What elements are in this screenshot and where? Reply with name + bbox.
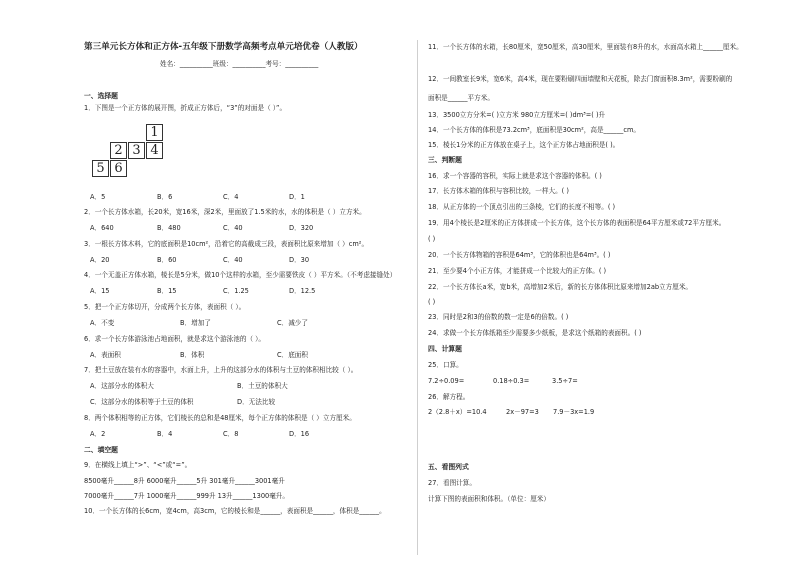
question-line: 26．解方程。 [428, 393, 470, 401]
question-line: C．40 [223, 224, 243, 232]
question-line: A．640 [90, 224, 114, 232]
question-line: A．20 [90, 256, 110, 264]
question-line: A．这部分水的体积大 [90, 382, 154, 390]
question-line: A．不变 [90, 319, 115, 327]
question-line: D．无法比较 [237, 398, 276, 406]
cube-net-figure [88, 124, 178, 184]
question-line: B．60 [157, 256, 177, 264]
cube-net-face-3: 3 [128, 142, 145, 159]
question-line: B．6 [157, 193, 173, 201]
cube-net-face-4: 4 [146, 142, 163, 159]
question-line: 7000毫升______7升 1000毫升______999升 13升______1300毫升。 [84, 492, 289, 500]
section-heading: 一、选择题 [84, 92, 118, 100]
question-line: 4．一个无盖正方体水箱，棱长是5分米，做10个这样的水箱，至少需要铁皮（ ）平方米。（不考虑接缝处） [84, 271, 397, 279]
question-line: 23．同时是2和3的倍数的数一定是6的倍数。( ) [428, 313, 569, 321]
question-line: 1．下图是一个正方体的展开图，折成正方体后，“3”的对面是（ ）”。 [84, 104, 287, 112]
question-line: C．40 [223, 256, 243, 264]
question-line: 6．求一个长方体游泳池占地面积，就是求这个游泳池的（ ）。 [84, 335, 266, 343]
question-line: C．1.25 [223, 287, 249, 295]
question-line: 17．长方体木箱的体积与容积比较，一样大。( ) [428, 187, 569, 195]
question-line: 8500毫升______8升 6000毫升______5升 301毫升______3001毫升 [84, 477, 285, 485]
question-line: 25．口算。 [428, 361, 463, 369]
question-line: 14．一个长方体的体积是73.2cm³，底面积是30cm²，高是______cm。 [428, 126, 640, 134]
question-line: 7．把土豆放在装有水的容器中，水面上升，上升的这部分水的体积与土豆的体积相比较（ ）。 [84, 366, 358, 374]
cube-net-face-5: 5 [92, 160, 109, 177]
question-line: 27．看图计算。 [428, 479, 476, 487]
question-line: D．320 [289, 224, 314, 232]
question-line: D．1 [289, 193, 305, 201]
question-line: 20．一个长方体物箱的容积是64m³，它的体积也是64m³。( ) [428, 251, 611, 259]
question-line: 22．一个长方体长a米，宽b米，高增加2米后，新的长方体体积比原来增加2ab立方厘米。 [428, 283, 693, 291]
question-line: ( ) [428, 298, 436, 306]
question-line: 2．一个长方体水箱，长20米，宽16米，深2米，里面放了1.5米的水，水的体积是（ ）立方米。 [84, 208, 366, 216]
question-line: 15．棱长1分米的正方体放在桌子上，这个正方体占地面积是( )。 [428, 141, 620, 149]
cube-net-face-6: 6 [110, 160, 127, 177]
question-line: C．8 [223, 430, 239, 438]
question-line: ( ) [428, 235, 436, 243]
question-line: 3．一根长方体木料，它的底面积是10cm²，沿着它的高截成三段，表面积比原来增加（ ）cm²。 [84, 240, 369, 248]
cube-net-face-2: 2 [110, 142, 127, 159]
question-line: B．体积 [180, 351, 205, 359]
question-line: C．减少了 [277, 319, 308, 327]
question-line: 11．一个长方体的水箱，长80厘米，宽50厘米，高30厘米，里面装有8升的水，水面高水箱上______厘米。 [428, 43, 743, 51]
section-heading: 二、填空题 [84, 446, 118, 454]
section-heading: 五、看图列式 [428, 463, 469, 471]
question-line: D．16 [289, 430, 310, 438]
question-line: 21．至少要4个小正方体，才能拼成一个比较大的正方体。( ) [428, 267, 607, 275]
question-line: A．15 [90, 287, 110, 295]
question-line: B．480 [157, 224, 181, 232]
question-line: 16．求一个容器的容积，实际上就是求这个容器的体积。( ) [428, 172, 602, 180]
question-line: 10．一个长方体的长6cm，宽4cm，高3cm，它的棱长和是______，表面积是______，体积是______。 [84, 507, 386, 515]
question-line: A．2 [90, 430, 106, 438]
question-line: 2x－97=3 [506, 408, 539, 416]
question-line: A．表面积 [90, 351, 121, 359]
question-line: A．5 [90, 193, 106, 201]
question-line: 19．用4个棱长是2厘米的正方体拼成一个长方体，这个长方体的表面积是64平方厘米或72平方厘米。 [428, 219, 726, 227]
question-line: 7.9－3x=1.9 [553, 408, 595, 416]
question-line: 3.5÷7= [552, 377, 578, 385]
section-heading: 三、判断题 [428, 156, 462, 164]
right-column [417, 0, 794, 562]
question-line: 计算下图的表面积和体积。（单位：厘米） [428, 495, 550, 503]
question-line: C．这部分水的体积等于土豆的体积 [90, 398, 194, 406]
question-line: B．增加了 [180, 319, 211, 327]
question-line: C．4 [223, 193, 239, 201]
cube-net-face-1: 1 [146, 124, 163, 141]
section-heading: 四、计算题 [428, 345, 462, 353]
question-line: 5．把一个正方体切开，分成两个长方体，表面积（ ）。 [84, 303, 246, 311]
question-line: B．土豆的体积大 [237, 382, 288, 390]
question-line: B．15 [157, 287, 177, 295]
question-line: B．4 [157, 430, 173, 438]
question-line: C．底面积 [277, 351, 308, 359]
question-line: D．30 [289, 256, 310, 264]
question-line: D．12.5 [289, 287, 316, 295]
question-line: 24．求做一个长方体纸箱至少需要多少纸板，是求这个纸箱的表面积。( ) [428, 329, 642, 337]
question-line: 0.18÷0.3= [493, 377, 530, 385]
page-title: 第三单元长方体和正方体-五年级下册数学高频考点单元培优卷（人教版） [84, 42, 363, 52]
question-line: 8．两个体积相等的正方体，它们棱长的总和是48厘米，每个正方体的体积是（ ）立方厘米。 [84, 414, 356, 422]
question-line: 2（2.8＋x）=10.4 [428, 408, 487, 416]
question-line: 7.2÷0.09= [428, 377, 465, 385]
question-line: 面积是______平方米。 [428, 94, 494, 102]
question-line: 12．一间教室长9米，宽6米，高4米，现在要粉刷四面墙壁和天花板，除去门窗面积8.3m²，需要粉刷的 [428, 75, 733, 83]
question-line: 18．从正方体的一个顶点引出的三条棱，它们的长度不相等。( ) [428, 203, 616, 211]
question-line: 9．在横线上填上“>”、“<”或“=”。 [84, 461, 192, 469]
student-info-line: 姓名：__________班级：__________考号：__________ [160, 60, 319, 68]
question-line: 13．3500立方分米=( )立方米 980立方厘米=( )dm³=( )升 [428, 111, 606, 119]
